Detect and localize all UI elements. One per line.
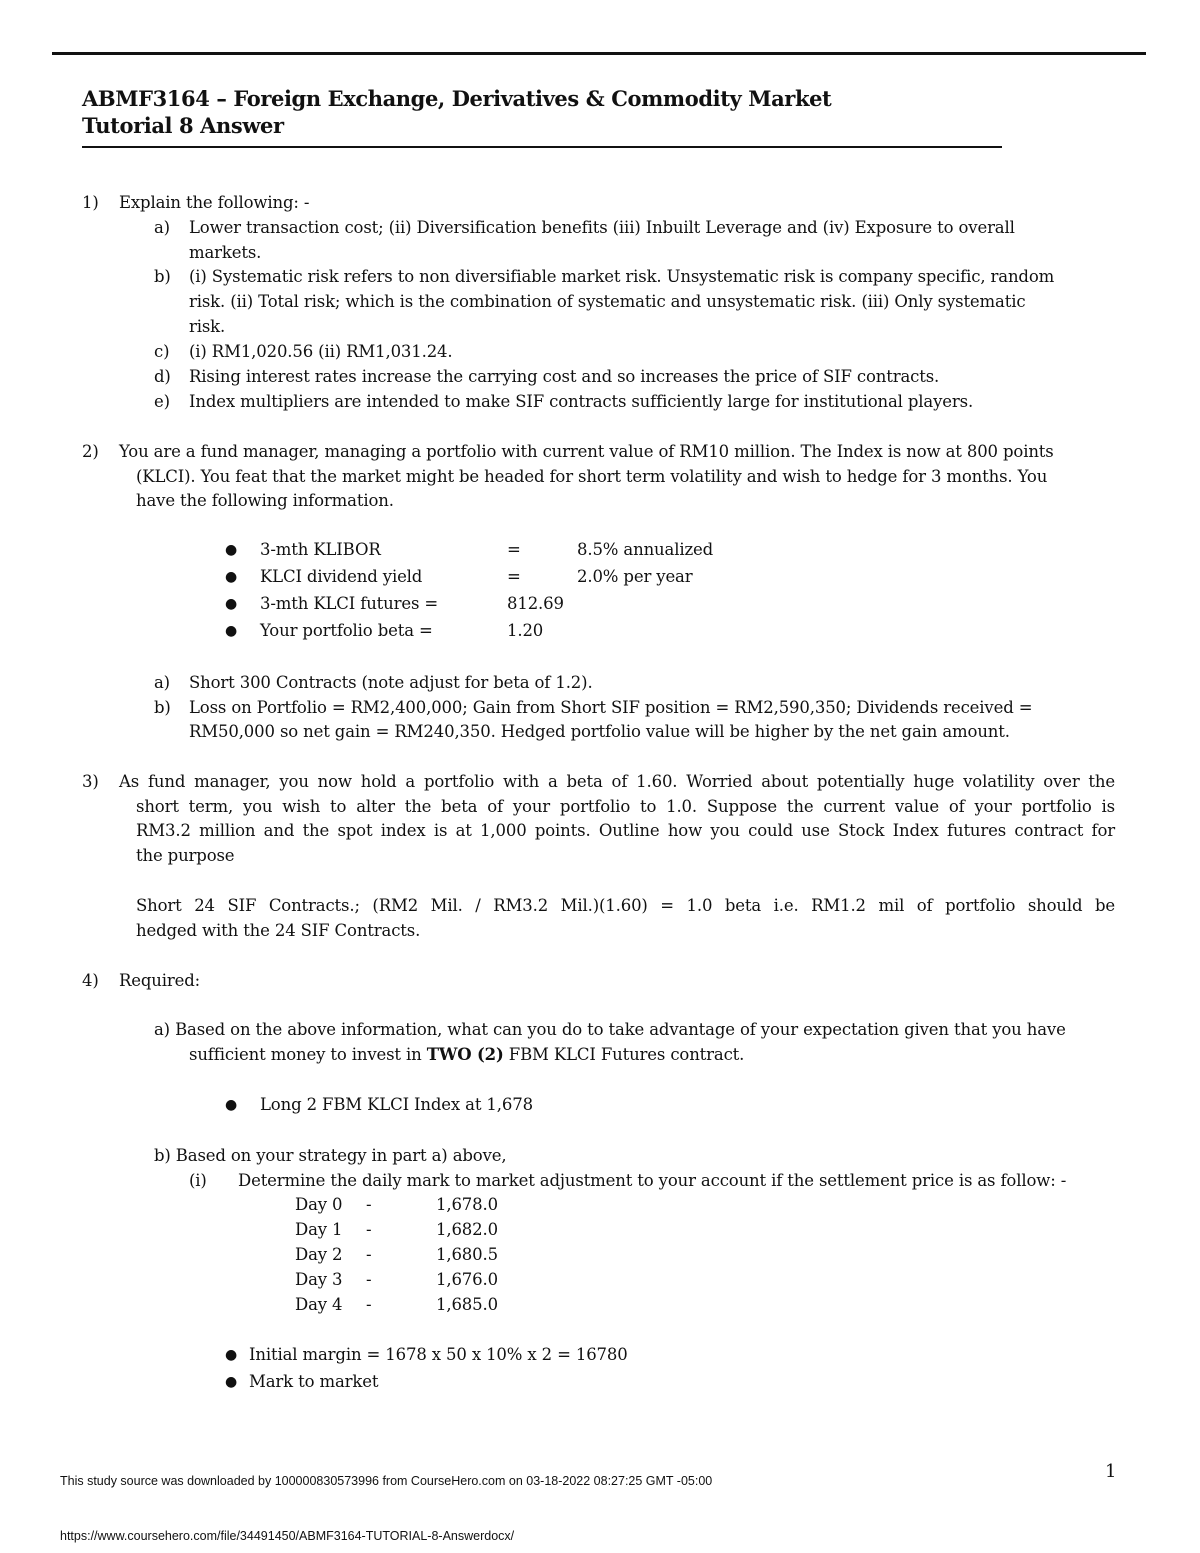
q2-number: 2) [82, 442, 99, 461]
bullet-icon: ● [225, 1347, 238, 1363]
q4-number: 4) [82, 971, 99, 990]
q4-b-bullet: Mark to market [249, 1372, 379, 1391]
bullet-icon: ● [225, 1374, 238, 1390]
q3-answer-line: hedged with the 24 SIF Contracts. [136, 921, 421, 940]
price-dash: - [366, 1195, 372, 1214]
info-sep: = [507, 540, 521, 559]
price-dash: - [366, 1245, 372, 1264]
q1-b-line: risk. (ii) Total risk; which is the combination of systematic and unsystematic risk. (iii) Only systematic [189, 292, 1026, 311]
q1-b-line: (i) Systematic risk refers to non diversifiable market risk. Unsystematic risk is company specific, random [189, 267, 1055, 286]
price-day: Day 4 [295, 1295, 343, 1314]
q3-line: the purpose [136, 846, 235, 865]
q1-a-line: markets. [189, 243, 262, 262]
q4-b-stem: b) Based on your strategy in part a) above, [154, 1146, 507, 1165]
q3-number: 3) [82, 772, 99, 791]
price-value: 1,682.0 [436, 1220, 498, 1239]
page-number: 1 [1105, 1461, 1117, 1482]
info-sep: = [507, 567, 521, 586]
price-day: Day 2 [295, 1245, 343, 1264]
info-label: 3-mth KLIBOR [260, 540, 381, 559]
q2-line: (KLCI). You feat that the market might be headed for short term volatility and wish to hedge for 3 months. You [136, 467, 1048, 486]
info-value: 8.5% annualized [577, 540, 714, 559]
q1-b-label: b) [154, 267, 171, 286]
info-value: 1.20 [507, 621, 544, 640]
price-day: Day 0 [295, 1195, 343, 1214]
q4-a-bold: TWO (2) [426, 1045, 504, 1064]
q1-number: 1) [82, 193, 99, 212]
top-rule [52, 52, 1146, 55]
tutorial-subtitle: Tutorial 8 Answer [82, 113, 284, 138]
price-day: Day 3 [295, 1270, 343, 1289]
price-day: Day 1 [295, 1220, 343, 1239]
price-value: 1,680.5 [436, 1245, 498, 1264]
q1-c-line: (i) RM1,020.56 (ii) RM1,031.24. [189, 342, 453, 361]
bullet-icon: ● [225, 596, 238, 612]
bullet-icon: ● [225, 1097, 238, 1113]
price-value: 1,678.0 [436, 1195, 498, 1214]
q1-a-label: a) [154, 218, 170, 237]
price-dash: - [366, 1220, 372, 1239]
bullet-icon: ● [225, 569, 238, 585]
q2-line: have the following information. [136, 491, 394, 510]
q2-a-label: a) [154, 673, 170, 692]
q3-line: RM3.2 million and the spot index is at 1,000 points. Outline how you could use Stock Index futures contract for [136, 821, 1115, 840]
q3-answer-line: Short 24 SIF Contracts.; (RM2 Mil. / RM3.2 Mil.)(1.60) = 1.0 beta i.e. RM1.2 mil of portfolio should be [136, 896, 1115, 915]
q4-b-sub-label: (i) [189, 1171, 207, 1190]
info-label: KLCI dividend yield [260, 567, 423, 586]
info-label: Your portfolio beta = [260, 621, 433, 640]
q4-stem: Required: [119, 971, 201, 990]
q2-a-line: Short 300 Contracts (note adjust for beta of 1.2). [189, 673, 593, 692]
info-label: 3-mth KLCI futures = [260, 594, 439, 613]
q1-d-line: Rising interest rates increase the carrying cost and so increases the price of SIF contracts. [189, 367, 940, 386]
q2-b-label: b) [154, 698, 171, 717]
download-note: This study source was downloaded by 100000830573996 from CourseHero.com on 03-18-2022 08:27:25 GMT -05:00 [60, 1474, 713, 1488]
title-rule [82, 146, 1002, 148]
price-value: 1,676.0 [436, 1270, 498, 1289]
q1-stem: Explain the following: - [119, 193, 310, 212]
q1-e-line: Index multipliers are intended to make SIF contracts sufficiently large for institutional players. [189, 392, 974, 411]
price-dash: - [366, 1295, 372, 1314]
q1-c-label: c) [154, 342, 170, 361]
q4-a-bullet: Long 2 FBM KLCI Index at 1,678 [260, 1095, 533, 1114]
q4-a-line: sufficient money to invest in TWO (2) FBM KLCI Futures contract. [189, 1045, 745, 1064]
info-value: 2.0% per year [577, 567, 693, 586]
q4-a-line: a) Based on the above information, what can you do to take advantage of your expectation given that you have [154, 1020, 1066, 1039]
q1-e-label: e) [154, 392, 170, 411]
q3-line: short term, you wish to alter the beta of your portfolio to 1.0. Suppose the current value of your portfolio is [136, 797, 1115, 816]
q2-line: You are a fund manager, managing a portfolio with current value of RM10 million. The Index is now at 800 points [119, 442, 1054, 461]
q1-b-line: risk. [189, 317, 226, 336]
q4-b-sub-text: Determine the daily mark to market adjustment to your account if the settlement price is as follow: - [238, 1171, 1067, 1190]
q1-a-line: Lower transaction cost; (ii) Diversification benefits (iii) Inbuilt Leverage and (iv) Exposure to overall [189, 218, 1015, 237]
q4-b-bullet: Initial margin = 1678 x 50 x 10% x 2 = 16780 [249, 1345, 628, 1364]
q3-line: As fund manager, you now hold a portfolio with a beta of 1.60. Worried about potentially huge volatility over the [119, 772, 1115, 791]
source-url[interactable]: https://www.coursehero.com/file/34491450/ABMF3164-TUTORIAL-8-Answerdocx/ [60, 1529, 515, 1543]
price-value: 1,685.0 [436, 1295, 498, 1314]
course-title: ABMF3164 – Foreign Exchange, Derivatives & Commodity Market [82, 86, 832, 111]
price-dash: - [366, 1270, 372, 1289]
q1-d-label: d) [154, 367, 171, 386]
q2-b-line: RM50,000 so net gain = RM240,350. Hedged portfolio value will be higher by the net gain amount. [189, 722, 1010, 741]
info-value: 812.69 [507, 594, 564, 613]
bullet-icon: ● [225, 623, 238, 639]
q2-b-line: Loss on Portfolio = RM2,400,000; Gain from Short SIF position = RM2,590,350; Dividends received = [189, 698, 1033, 717]
bullet-icon: ● [225, 542, 238, 558]
